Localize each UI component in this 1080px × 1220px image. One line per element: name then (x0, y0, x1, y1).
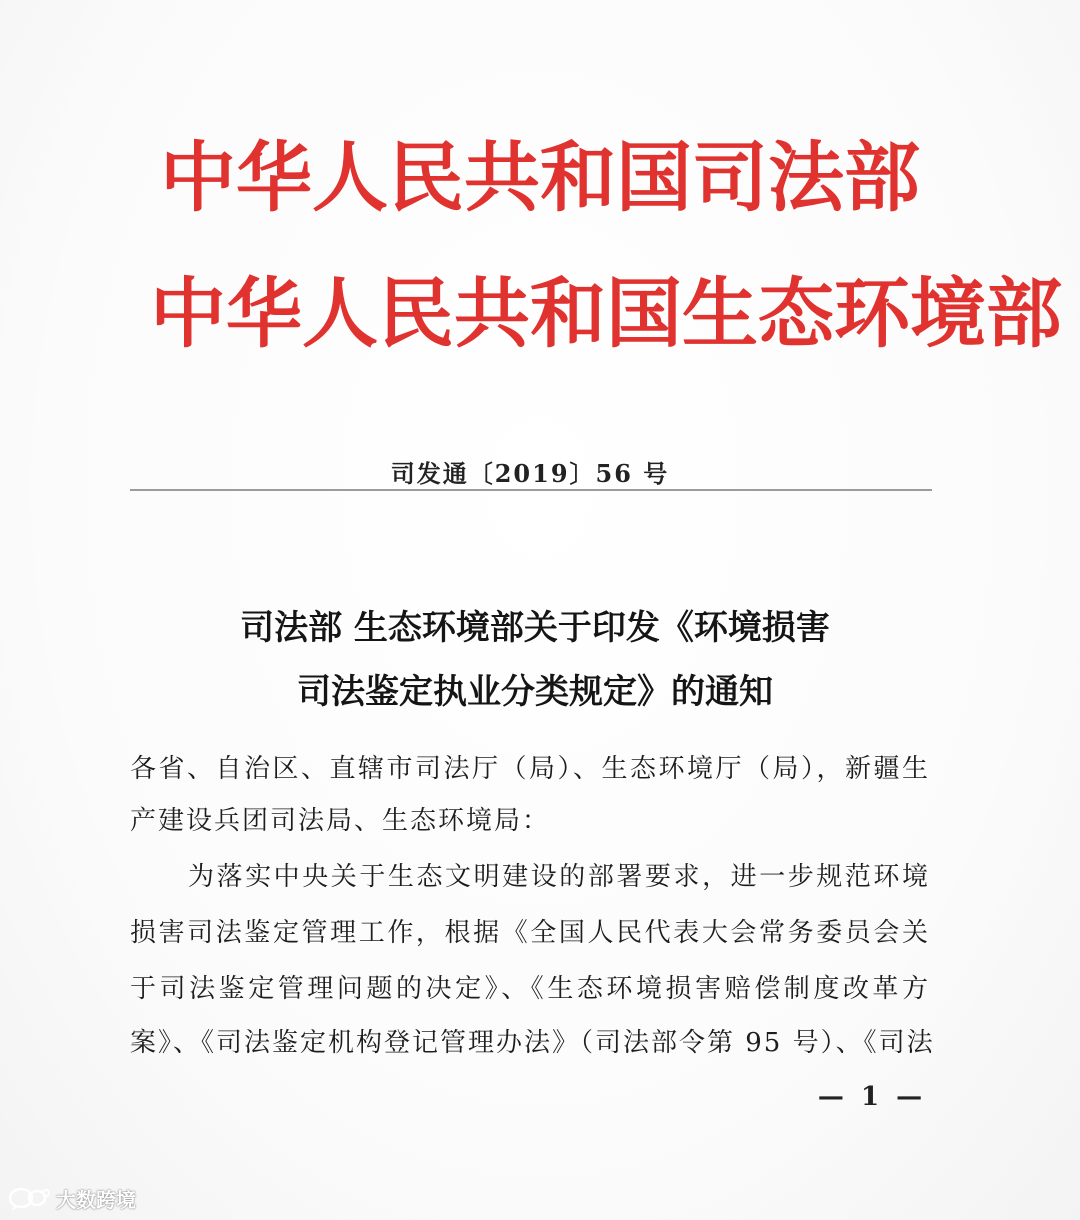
body-line: 案》、《司法鉴定机构登记管理办法》（司法部令第 95 号）、《司法 (130, 1028, 935, 1058)
chat-bubble-logo-icon (8, 1186, 52, 1212)
separator-rule (130, 489, 932, 491)
body-line: 损害司法鉴定管理工作，根据《全国人民代表大会常务委员会关 (130, 918, 930, 948)
document-number: 司发通〔2019〕56 号 (390, 459, 670, 488)
issuer-line-1: 中华人民共和国司法部 (160, 133, 920, 222)
watermark-text: 大数跨境 (56, 1188, 136, 1212)
title-line-2: 司法鉴定执业分类规定》的通知 (297, 672, 773, 712)
body-line: 为落实中央关于生态文明建设的部署要求，进一步规范环境 (188, 862, 930, 892)
title-line-1: 司法部 生态环境部关于印发《环境损害 (240, 608, 830, 648)
page-number: — 1 — (817, 1082, 927, 1112)
watermark (8, 1184, 136, 1213)
issuer-line-2: 中华人民共和国生态环境部 (150, 269, 1062, 358)
body-line: 于司法鉴定管理问题的决定》、《生态环境损害赔偿制度改革方 (130, 974, 930, 1004)
body-line: 各省、自治区、直辖市司法厅（局）、生态环境厅（局），新疆生 (130, 754, 930, 784)
body-line: 产建设兵团司法局、生态环境局： (130, 806, 551, 836)
